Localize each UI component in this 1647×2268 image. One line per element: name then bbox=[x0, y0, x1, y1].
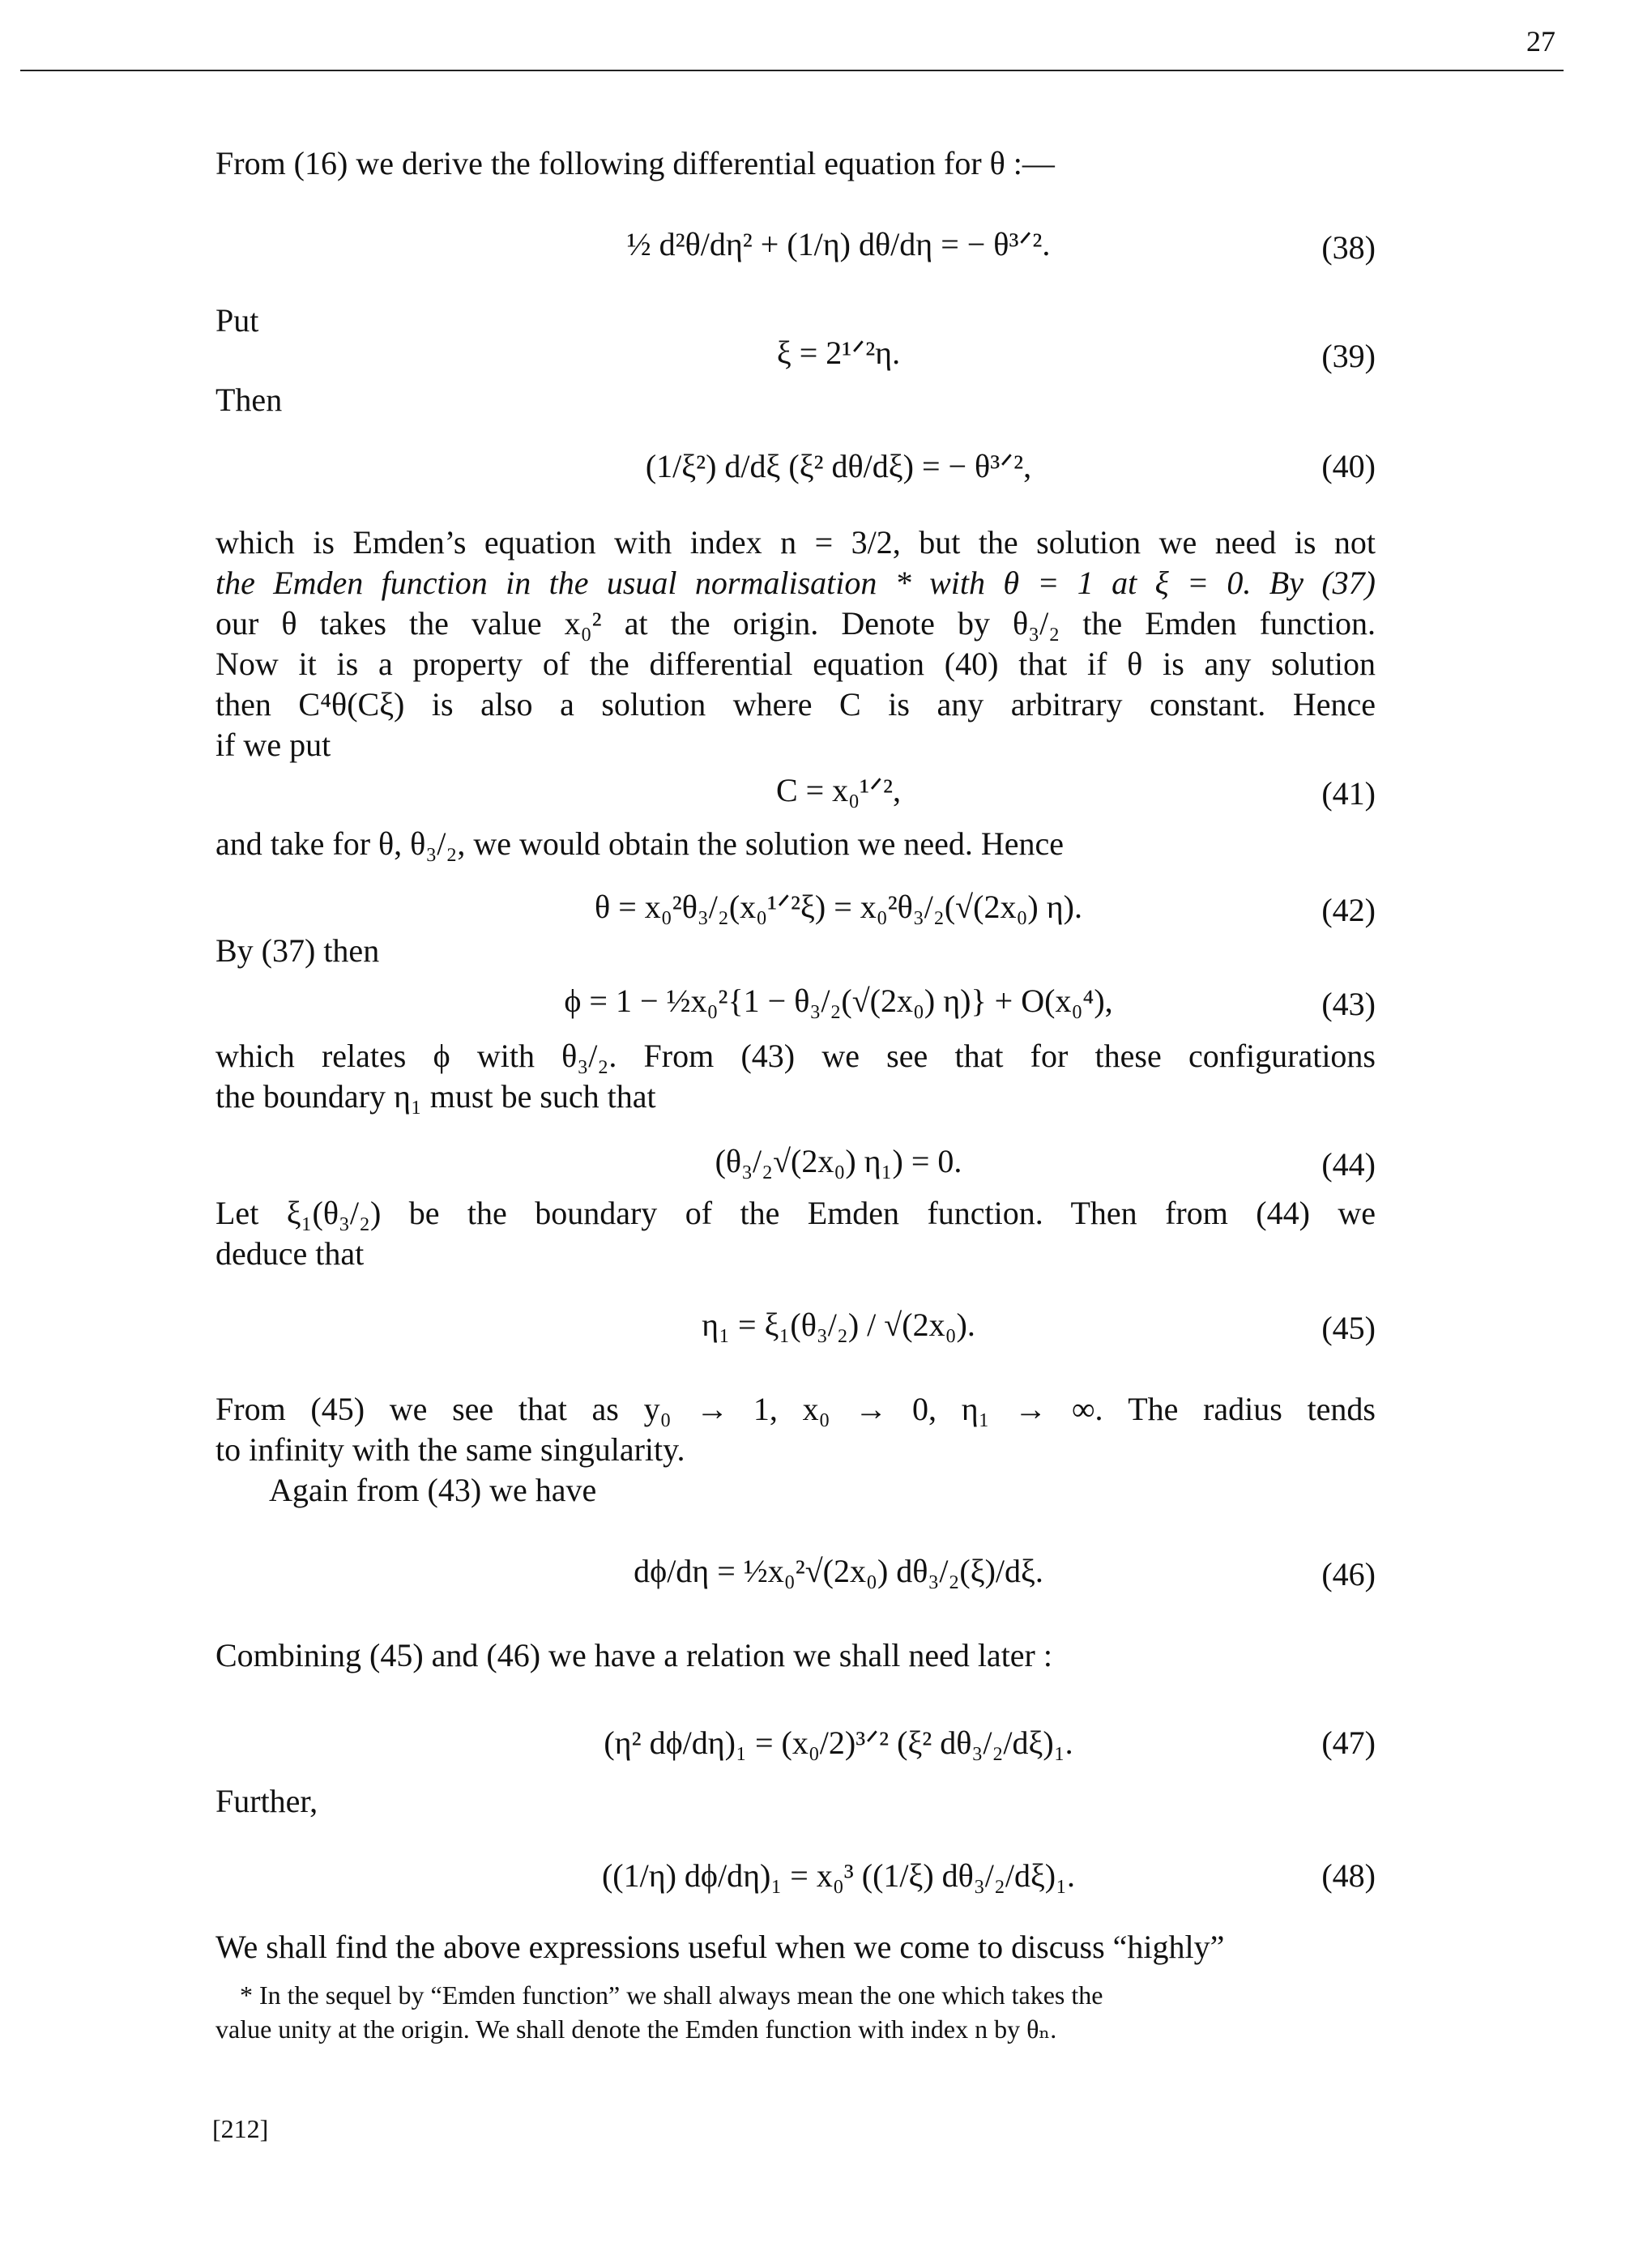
text-line: From (16) we derive the following differential equation for θ :— bbox=[215, 145, 1055, 181]
equation-45: η₁ = ξ₁(θ₃/₂) / √(2x₀). bbox=[702, 1307, 975, 1343]
text-line: By (37) then bbox=[215, 932, 380, 969]
equation-39: ξ = 2¹ᐟ²η. bbox=[776, 335, 901, 371]
equation-number: (42) bbox=[1321, 892, 1376, 928]
text-line: From (45) we see that as y₀ → 1, x₀ → 0, η₁ → ∞. The radius tends bbox=[215, 1391, 1376, 1427]
header-rule bbox=[20, 70, 1564, 71]
text-line: which relates ϕ with θ₃/₂. From (43) we see that for these configurations bbox=[215, 1038, 1376, 1074]
equation-43: ϕ = 1 − ½x₀²{1 − θ₃/₂(√(2x₀) η)} + O(x₀⁴), bbox=[564, 983, 1113, 1019]
equation-number: (44) bbox=[1321, 1146, 1376, 1183]
equation-40: (1/ξ²) d/dξ (ξ² dθ/dξ) = − θ³ᐟ², bbox=[645, 448, 1032, 484]
text-line: the Emden function in the usual normalisation * with θ = 1 at ξ = 0. By (37) bbox=[215, 565, 1376, 601]
text-line: the boundary η₁ must be such that bbox=[215, 1078, 656, 1115]
text-line: Again from (43) we have bbox=[269, 1472, 597, 1508]
equation-number: (43) bbox=[1321, 986, 1376, 1022]
equation-number: (38) bbox=[1321, 229, 1376, 266]
text-line: Let ξ₁(θ₃/₂) be the boundary of the Emden function. Then from (44) we bbox=[215, 1195, 1376, 1231]
text-line: our θ takes the value x₀² at the origin. Denote by θ₃/₂ the Emden function. bbox=[215, 605, 1376, 642]
text-line: deduce that bbox=[215, 1235, 365, 1272]
equation-number: (47) bbox=[1321, 1724, 1376, 1761]
equation-number: (45) bbox=[1321, 1310, 1376, 1346]
equation-42: θ = x₀²θ₃/₂(x₀¹ᐟ²ξ) = x₀²θ₃/₂(√(2x₀) η). bbox=[595, 889, 1082, 925]
equation-48: ((1/η) dϕ/dη)₁ = x₀³ ((1/ξ) dθ₃/₂/dξ)₁. bbox=[601, 1857, 1076, 1894]
text-line: Now it is a property of the differential equation (40) that if θ is any solution bbox=[215, 646, 1376, 682]
equation-number: (48) bbox=[1321, 1857, 1376, 1894]
equation-47: (η² dϕ/dη)₁ = (x₀/2)³ᐟ² (ξ² dθ₃/₂/dξ)₁. bbox=[604, 1724, 1073, 1761]
text-line: We shall find the above expressions useful when we come to discuss “highly” bbox=[215, 1929, 1225, 1965]
text-line: if we put bbox=[215, 727, 331, 763]
text-line: which is Emden’s equation with index n = 3/2, but the solution we need is not bbox=[215, 524, 1376, 561]
equation-number: (40) bbox=[1321, 448, 1376, 484]
footnote-line: value unity at the origin. We shall denote the Emden function with index n by θₙ. bbox=[215, 2014, 1057, 2044]
text-line: to infinity with the same singularity. bbox=[215, 1431, 685, 1468]
equation-number: (39) bbox=[1321, 338, 1376, 374]
text-line: Further, bbox=[215, 1783, 318, 1819]
page-number: 27 bbox=[1526, 25, 1555, 58]
text-line: Put bbox=[215, 302, 259, 339]
text-line: Then bbox=[215, 382, 283, 418]
bottom-page-number: [212] bbox=[212, 2114, 269, 2143]
text-line: Combining (45) and (46) we have a relation we shall need later : bbox=[215, 1637, 1052, 1673]
footnote-line: * In the sequel by “Emden function” we shall always mean the one which takes the bbox=[240, 1980, 1103, 2010]
equation-41: C = x₀¹ᐟ², bbox=[775, 772, 902, 808]
equation-number: (46) bbox=[1321, 1556, 1376, 1592]
text-line: and take for θ, θ₃/₂, we would obtain the solution we need. Hence bbox=[215, 825, 1065, 862]
equation-38: ½ d²θ/dη² + (1/η) dθ/dη = − θ³ᐟ². bbox=[626, 226, 1051, 262]
equation-number: (41) bbox=[1321, 775, 1376, 812]
equation-46: dϕ/dη = ½x₀²√(2x₀) dθ₃/₂(ξ)/dξ. bbox=[634, 1553, 1043, 1589]
text-line: then C⁴θ(Cξ) is also a solution where C is any arbitrary constant. Hence bbox=[215, 686, 1376, 723]
equation-44: (θ₃/₂√(2x₀) η₁) = 0. bbox=[715, 1143, 962, 1179]
